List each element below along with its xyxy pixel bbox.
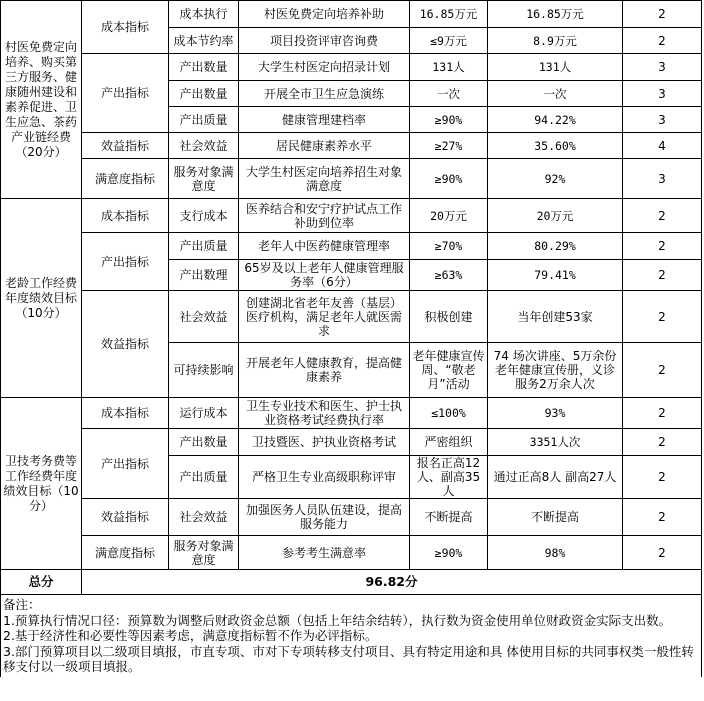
actual-value: 98% (488, 536, 623, 570)
notes-block (1, 595, 702, 677)
level2-indicator: 服务对象满意度 (169, 536, 239, 570)
level2-indicator: 社会效益 (169, 499, 239, 536)
actual-value: 当年创建53家 (488, 291, 623, 343)
level3-indicator: 卫生专业技术和医生、护士执业资格考试经费执行率 (239, 398, 410, 429)
target-value: ≥90% (410, 536, 488, 570)
level2-indicator: 产出数量 (169, 81, 239, 107)
target-value: ≥90% (410, 159, 488, 199)
level3-indicator: 严格卫生专业高级职称评审 (239, 456, 410, 499)
level2-indicator: 产出数理 (169, 260, 239, 291)
level2-indicator: 社会效益 (169, 291, 239, 343)
actual-value: 通过正高8人 副高27人 (488, 456, 623, 499)
level1-indicator: 效益指标 (82, 291, 169, 398)
target-value: ≤100% (410, 398, 488, 429)
note-item: 3.部门预算项目以二级项目填报，市直专项、市对下专项转移支付项目、具有特定用途和具 体使用目标的共同事权类一般性转移支付以一级项目填报。 (3, 643, 694, 674)
target-value: 老年健康宣传周、“敬老月”活动 (410, 343, 488, 398)
level2-indicator: 成本执行 (169, 1, 239, 28)
group-title: 卫技考务费等工作经费年度绩效目标（10分） (1, 398, 82, 570)
level2-indicator: 产出数量 (169, 429, 239, 456)
level1-indicator: 产出指标 (82, 54, 169, 133)
notes-heading: 备注： (3, 597, 41, 612)
table-row (1, 133, 702, 159)
table-row (1, 536, 702, 570)
actual-value: 74 场次讲座、5万余份老年健康宣传册，义诊服务2万余人次 (488, 343, 623, 398)
level2-indicator: 支行成本 (169, 199, 239, 233)
level2-indicator: 产出质量 (169, 107, 239, 133)
target-value: 不断提高 (410, 499, 488, 536)
level1-indicator: 产出指标 (82, 429, 169, 499)
score: 2 (623, 343, 702, 398)
actual-value: 94.22% (488, 107, 623, 133)
note-item: 1.预算执行情况口径：预算数为调整后财政资金总额（包括上年结余结转），执行数为资金使用单位财政资金实际支出数。 (3, 612, 672, 628)
level1-indicator: 满意度指标 (82, 536, 169, 570)
actual-value: 79.41% (488, 260, 623, 291)
level3-indicator: 村医免费定向培养补助 (239, 1, 410, 28)
level3-indicator: 创建湖北省老年友善（基层）医疗机构，满足老年人就医需求 (239, 291, 410, 343)
level2-indicator: 可持续影响 (169, 343, 239, 398)
level2-indicator: 运行成本 (169, 398, 239, 429)
score: 3 (623, 54, 702, 81)
level3-indicator: 健康管理建档率 (239, 107, 410, 133)
level3-indicator: 医养结合和安宁疗护试点工作补助到位率 (239, 199, 410, 233)
level1-indicator: 成本指标 (82, 1, 169, 54)
target-value: 16.85万元 (410, 1, 488, 28)
score: 3 (623, 107, 702, 133)
level2-indicator: 服务对象满意度 (169, 159, 239, 199)
score: 2 (623, 291, 702, 343)
level2-indicator: 产出质量 (169, 233, 239, 260)
target-value: ≥70% (410, 233, 488, 260)
group-title: 老龄工作经费年度绩效目标（10分） (1, 199, 82, 398)
table-row (1, 159, 702, 199)
score: 4 (623, 133, 702, 159)
note-item: 2.基于经济性和必要性等因素考虑，满意度指标暂不作为必评指标。 (3, 628, 378, 643)
actual-value: 20万元 (488, 199, 623, 233)
total-score: 96.82分 (82, 570, 702, 595)
table-row (1, 54, 702, 81)
target-value: 严密组织 (410, 429, 488, 456)
level2-indicator: 产出数量 (169, 54, 239, 81)
table-row (1, 429, 702, 456)
actual-value: 35.60% (488, 133, 623, 159)
notes-row (1, 595, 702, 677)
level3-indicator: 加强医务人员队伍建设，提高服务能力 (239, 499, 410, 536)
level1-indicator: 效益指标 (82, 133, 169, 159)
target-value: 一次 (410, 81, 488, 107)
actual-value: 不断提高 (488, 499, 623, 536)
score: 2 (623, 1, 702, 28)
level3-indicator: 卫技暨医、护执业资格考试 (239, 429, 410, 456)
score: 2 (623, 429, 702, 456)
level2-indicator: 产出质量 (169, 456, 239, 499)
score: 2 (623, 260, 702, 291)
level1-indicator: 效益指标 (82, 499, 169, 536)
target-value: 131人 (410, 54, 488, 81)
level3-indicator: 居民健康素养水平 (239, 133, 410, 159)
level3-indicator: 参考考生满意率 (239, 536, 410, 570)
actual-value: 93% (488, 398, 623, 429)
actual-value: 3351人次 (488, 429, 623, 456)
score: 2 (623, 536, 702, 570)
level3-indicator: 开展全市卫生应急演练 (239, 81, 410, 107)
score: 3 (623, 81, 702, 107)
table-row (1, 233, 702, 260)
target-value: 报名正高12人、副高35人 (410, 456, 488, 499)
target-value: ≥63% (410, 260, 488, 291)
level3-indicator: 老年人中医药健康管理率 (239, 233, 410, 260)
level3-indicator: 大学生村医定向培养招生对象满意度 (239, 159, 410, 199)
target-value: ≥90% (410, 107, 488, 133)
target-value: ≤9万元 (410, 28, 488, 54)
table-row (1, 398, 702, 429)
score: 2 (623, 398, 702, 429)
level1-indicator: 成本指标 (82, 199, 169, 233)
level3-indicator: 开展老年人健康教育，提高健康素养 (239, 343, 410, 398)
actual-value: 8.9万元 (488, 28, 623, 54)
total-row (1, 570, 702, 595)
group-title: 村医免费定向培养、购买第三方服务、健康随州建设和素养促进、卫生应急、茶药产业链经费（20分） (1, 1, 82, 199)
actual-value: 131人 (488, 54, 623, 81)
score: 2 (623, 499, 702, 536)
table-row (1, 291, 702, 343)
score: 2 (623, 456, 702, 499)
level1-indicator: 满意度指标 (82, 159, 169, 199)
actual-value: 92% (488, 159, 623, 199)
target-value: 20万元 (410, 199, 488, 233)
level2-indicator: 社会效益 (169, 133, 239, 159)
table-row (1, 499, 702, 536)
score: 2 (623, 28, 702, 54)
level1-indicator: 产出指标 (82, 233, 169, 291)
actual-value: 80.29% (488, 233, 623, 260)
level3-indicator: 项目投资评审咨询费 (239, 28, 410, 54)
level3-indicator: 65岁及以上老年人健康管理服务率（6分） (239, 260, 410, 291)
score: 3 (623, 159, 702, 199)
level1-indicator: 成本指标 (82, 398, 169, 429)
total-label: 总分 (1, 570, 82, 595)
score: 2 (623, 233, 702, 260)
level3-indicator: 大学生村医定向招录计划 (239, 54, 410, 81)
score: 2 (623, 199, 702, 233)
target-value: 积极创建 (410, 291, 488, 343)
target-value: ≥27% (410, 133, 488, 159)
level2-indicator: 成本节约率 (169, 28, 239, 54)
actual-value: 一次 (488, 81, 623, 107)
table-row (1, 199, 702, 233)
table-row (1, 1, 702, 28)
actual-value: 16.85万元 (488, 1, 623, 28)
